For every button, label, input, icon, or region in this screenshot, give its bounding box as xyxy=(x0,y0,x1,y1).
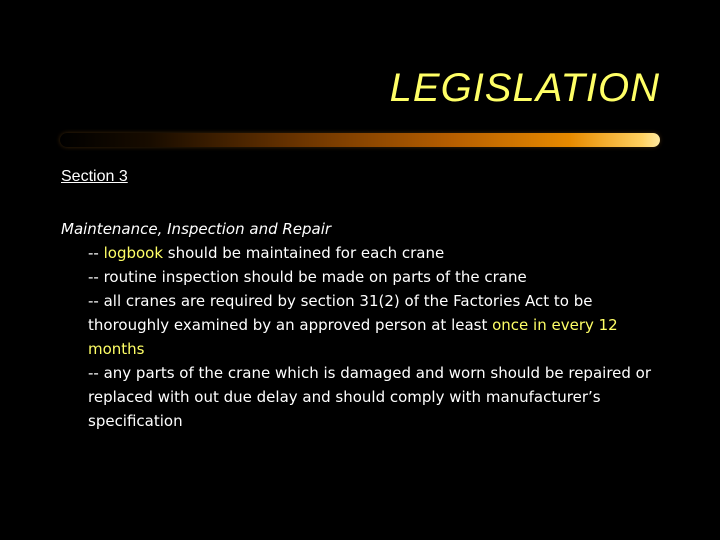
highlight-frequency: once in every 12 months xyxy=(88,316,618,358)
body-content xyxy=(61,217,661,433)
section-label: Section 3 xyxy=(61,168,128,185)
bullet-item-logbook xyxy=(88,241,661,265)
title-underline-bar xyxy=(60,133,660,147)
highlight-logbook: logbook xyxy=(103,244,164,262)
bullet-item-repair: -- any parts of the crane which is damaged and worn should be repaired or replaced with out due delay and should comply with manufacturer’s specification xyxy=(88,364,652,430)
slide-title: LEGISLATION xyxy=(389,66,660,110)
bullet-prefix: -- xyxy=(88,244,104,262)
bullet-item-examination xyxy=(88,289,661,361)
bullet-list xyxy=(61,241,661,433)
bullet-text: -- all cranes are required by section 31(2) of the Factories Act to be thoroughly examined by an approved person at least xyxy=(88,292,593,334)
bullet-text: should be maintained for each crane xyxy=(163,244,445,262)
bullet-item-routine-inspection: -- routine inspection should be made on parts of the crane xyxy=(88,268,527,286)
subheading: Maintenance, Inspection and Repair xyxy=(61,220,332,238)
